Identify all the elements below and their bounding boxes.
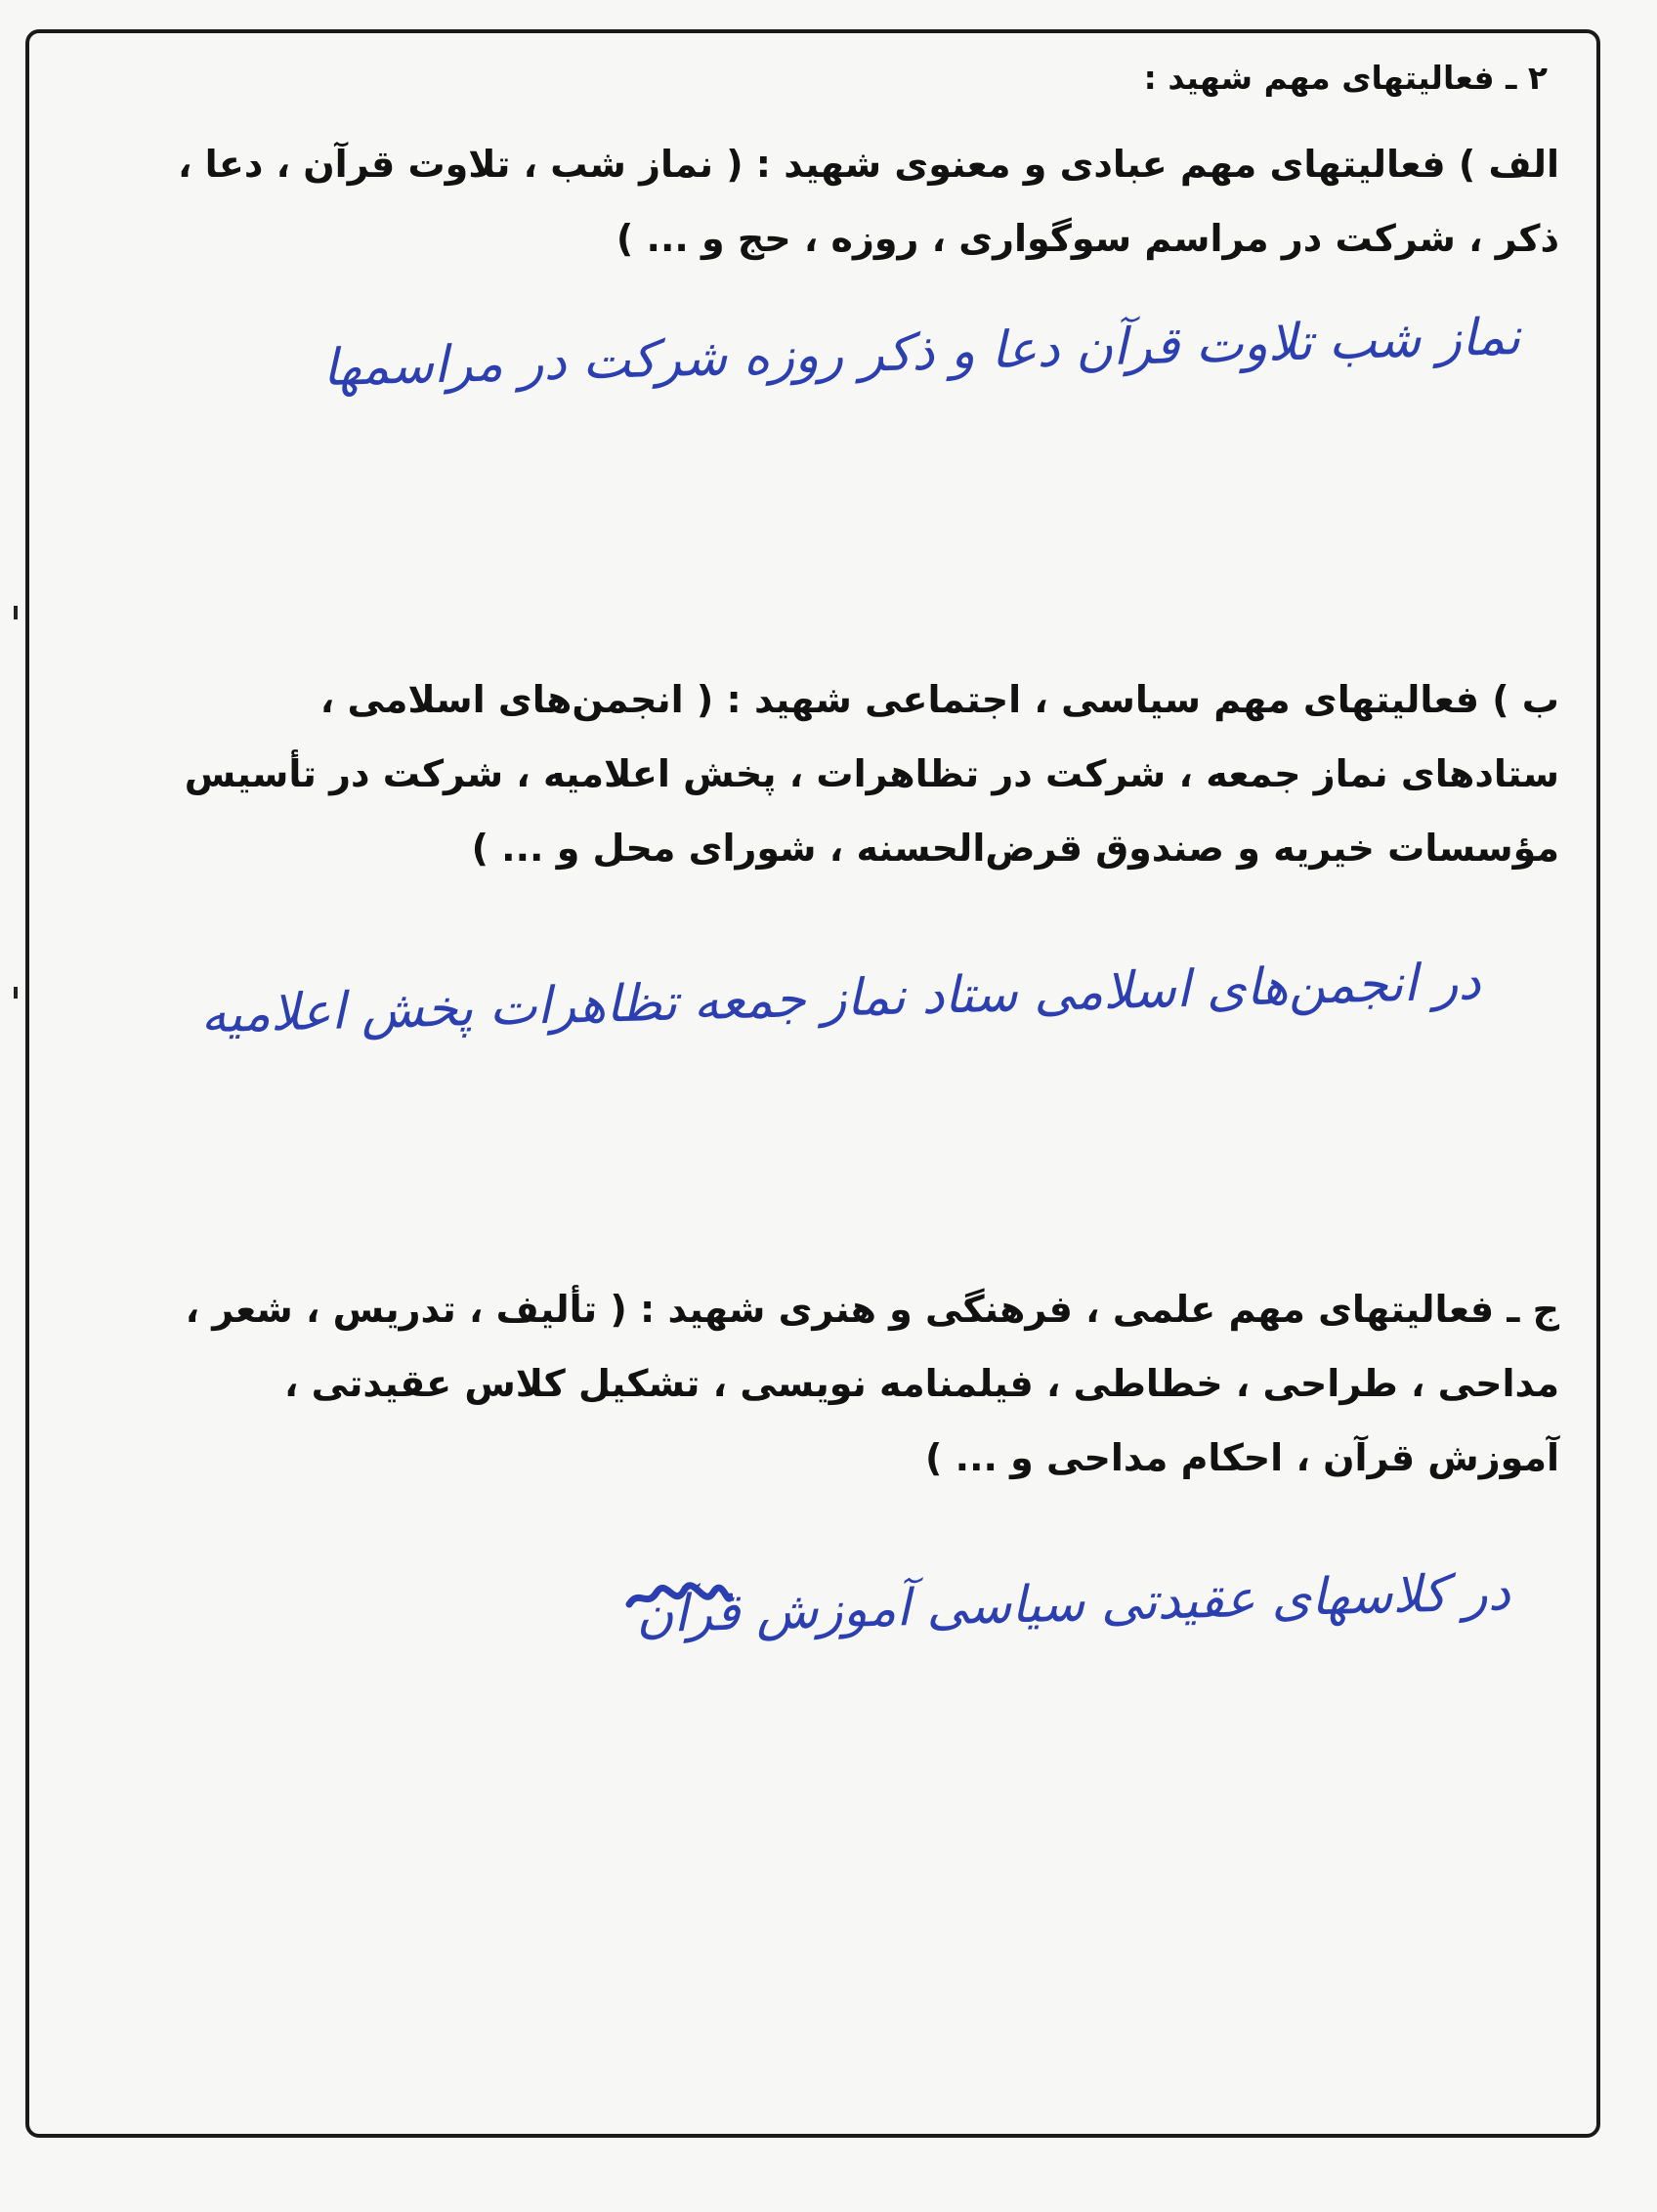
item-b-line-3: مؤسسات خیریه و صندوق قرض‌الحسنه ، شورای محل و ... ): [471, 827, 1559, 870]
item-a-handwritten-answer: نماز شب تلاوت قرآن دعا و ذکر روزه شرکت در مراسمها: [321, 308, 1521, 399]
item-a-printed-text: [94, 127, 1559, 276]
item-b-printed-text: [94, 662, 1559, 885]
item-a-line-2: ذکر ، شرکت در مراسم سوگواری ، روزه ، حج و ... ): [616, 217, 1559, 260]
section-title: ۲ ـ فعالیتهای مهم شهید :: [1143, 59, 1548, 97]
scan-mark-left: [14, 606, 18, 619]
item-c-handwritten-answer: در کلاسهای عقیدتی سیاسی آموزش قرآن: [635, 1563, 1511, 1645]
pen-scribble: [625, 1579, 733, 1614]
item-c-line-1: ج ـ فعالیتهای مهم علمی ، فرهنگی و هنری شهید : ( تألیف ، تدریس ، شعر ،: [185, 1288, 1559, 1331]
item-c-line-3: آموزش قرآن ، احکام مداحی و ... ): [925, 1436, 1559, 1479]
item-b-line-1: ب ) فعالیتهای مهم سیاسی ، اجتماعی شهید : ( انجمن‌های اسلامی ،: [319, 678, 1559, 721]
item-c-line-2: مداحی ، طراحی ، خطاطی ، فیلمنامه نویسی ، تشکیل کلاس عقیدتی ،: [283, 1362, 1559, 1405]
scan-mark-left-2: [14, 987, 18, 999]
item-c-printed-text: [94, 1272, 1559, 1495]
item-b-handwritten-answer: در انجمن‌های اسلامی ستاد نماز جمعه تظاهرات پخش اعلامیه: [200, 953, 1482, 1045]
item-a-line-1: الف ) فعالیتهای مهم عبادی و معنوی شهید : ( نماز شب ، تلاوت قرآن ، دعا ،: [177, 143, 1559, 186]
item-b-line-2: ستادهای نماز جمعه ، شرکت در تظاهرات ، پخش اعلامیه ، شرکت در تأسیس: [184, 752, 1559, 795]
